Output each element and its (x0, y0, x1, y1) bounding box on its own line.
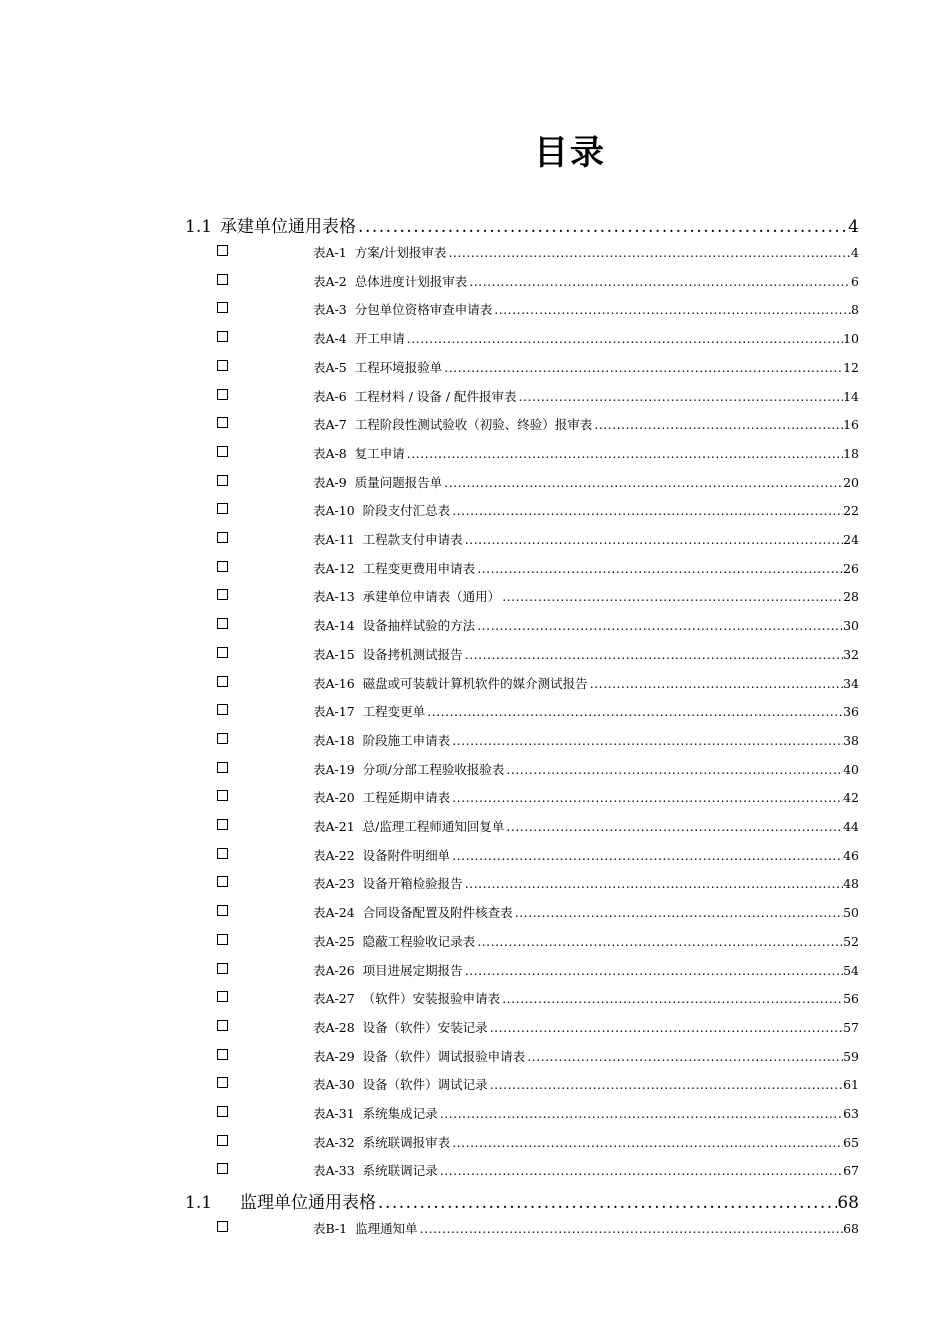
checkbox-square-icon (217, 618, 228, 629)
dot-leader (438, 1163, 843, 1178)
item-page-number: 8 (851, 302, 859, 318)
item-title: 开工申请 (354, 331, 405, 347)
item-page-number: 4 (851, 245, 859, 260)
toc-item-entry[interactable] (313, 731, 859, 749)
table-code: 表A-4 (313, 331, 347, 347)
item-title: 工程变更费用申请表 (362, 560, 476, 576)
table-code: 表A-8 (313, 445, 347, 461)
item-title: 阶段施工申请表 (362, 732, 451, 748)
toc-item-entry[interactable] (313, 1075, 859, 1093)
item-title: 分项/分部工程验收报验表 (362, 761, 505, 777)
item-title: 系统联调报审表 (362, 1134, 451, 1150)
item-page-number: 63 (843, 1106, 859, 1121)
table-code: 表A-22 (313, 847, 355, 863)
item-title: 分包单位资格审查申请表 (354, 302, 493, 318)
dot-leader (492, 302, 851, 317)
item-page-number: 54 (843, 962, 859, 978)
toc-item-entry[interactable] (313, 530, 859, 548)
dot-leader (425, 704, 843, 719)
item-heading (313, 932, 475, 950)
toc-item-entry[interactable] (313, 674, 859, 692)
item-page-number: 52 (843, 933, 859, 949)
table-code: 表A-23 (313, 876, 355, 892)
item-title: 复工申请 (354, 445, 405, 461)
item-title: 质量问题报告单 (354, 474, 443, 490)
item-page-number: 48 (843, 876, 859, 892)
checkbox-square-icon (217, 991, 228, 1002)
toc-item-entry[interactable] (313, 1219, 859, 1237)
dot-leader (475, 618, 843, 633)
dot-leader (488, 1020, 843, 1035)
item-heading (313, 358, 442, 376)
toc-item-entry[interactable] (313, 300, 859, 318)
checkbox-square-icon (217, 331, 228, 342)
table-code: 表A-30 (313, 1077, 355, 1093)
item-page-number: 68 (843, 1221, 859, 1236)
item-title: 总体进度计划报审表 (354, 273, 468, 289)
item-title: 系统集成记录 (362, 1106, 438, 1121)
item-heading (313, 961, 463, 979)
item-title: 系统联调记录 (362, 1163, 438, 1179)
checkbox-square-icon (217, 934, 228, 945)
item-heading (313, 1161, 438, 1179)
toc-item-entry[interactable] (313, 329, 859, 347)
item-page-number: 34 (843, 675, 859, 691)
toc-item-entry[interactable] (313, 788, 859, 806)
checkbox-square-icon (217, 819, 228, 830)
section-heading (185, 212, 356, 237)
checkbox-square-icon (217, 475, 228, 486)
toc-item-entry[interactable] (313, 1133, 859, 1151)
item-heading (313, 1075, 488, 1093)
table-code: 表A-2 (313, 273, 347, 289)
toc-item-entry[interactable] (313, 989, 859, 1007)
item-page-number: 67 (843, 1163, 859, 1179)
table-code: 表A-7 (313, 417, 347, 433)
item-title: 磁盘或可装载计算机软件的媒介测试报告 (362, 675, 588, 691)
item-heading (313, 616, 475, 634)
table-code: 表A-20 (313, 790, 355, 806)
item-heading (313, 1104, 438, 1122)
dot-leader (504, 762, 843, 777)
dot-leader (438, 1106, 843, 1121)
toc-item-entry[interactable] (313, 1104, 859, 1122)
checkbox-square-icon (217, 905, 228, 916)
dot-leader (513, 905, 843, 920)
item-heading (313, 444, 405, 462)
toc-section-entry[interactable] (185, 1188, 859, 1213)
table-code: 表A-10 (313, 503, 355, 519)
item-heading (313, 1018, 488, 1036)
item-page-number: 22 (843, 503, 859, 519)
checkbox-square-icon (217, 1077, 228, 1088)
checkbox-square-icon (217, 647, 228, 658)
table-code: 表A-26 (313, 962, 355, 978)
item-heading (313, 272, 467, 290)
toc-item-entry[interactable] (313, 645, 859, 663)
dot-leader (525, 1049, 843, 1064)
dot-leader (405, 446, 843, 461)
item-title: 工程款支付申请表 (362, 532, 463, 547)
item-page-number: 32 (843, 646, 859, 662)
checkbox-square-icon (217, 589, 228, 600)
item-title: 设备附件明细单 (362, 847, 451, 863)
item-title: 方案/计划报审表 (354, 245, 447, 260)
dot-leader (504, 819, 843, 834)
item-page-number: 24 (843, 532, 859, 547)
item-title: 设备开箱检验报告 (362, 876, 463, 892)
checkbox-square-icon (217, 762, 228, 773)
item-heading (313, 760, 504, 778)
item-heading (313, 387, 517, 405)
checkbox-square-icon (217, 302, 228, 313)
section-number: 1.1 (185, 217, 213, 237)
dot-leader (475, 934, 843, 949)
checkbox-square-icon (217, 274, 228, 285)
checkbox-square-icon (217, 1106, 228, 1117)
item-heading (313, 731, 450, 749)
item-heading (313, 817, 504, 835)
item-heading (313, 559, 475, 577)
item-page-number: 59 (843, 1048, 859, 1064)
item-page-number: 36 (843, 704, 859, 720)
item-heading (313, 300, 492, 318)
table-code: 表A-29 (313, 1048, 355, 1064)
item-title: 设备拷机测试报告 (362, 646, 463, 662)
checkbox-square-icon (217, 417, 228, 428)
table-code: 表A-18 (313, 732, 355, 748)
item-page-number: 38 (843, 732, 859, 748)
toc-item-entry[interactable] (313, 760, 859, 778)
item-title: 设备抽样试验的方法 (362, 618, 476, 634)
dot-leader (588, 676, 843, 691)
toc-item-entry[interactable] (313, 874, 859, 892)
item-heading (313, 501, 450, 519)
item-page-number: 44 (843, 819, 859, 834)
dot-leader (467, 274, 851, 289)
dot-leader (500, 589, 843, 604)
dot-leader (592, 417, 843, 432)
table-code: 表A-24 (313, 905, 355, 921)
checkbox-square-icon (217, 1020, 228, 1031)
item-title: 工程阶段性测试验收（初验、终验）报审表 (354, 417, 593, 433)
checkbox-square-icon (217, 1221, 228, 1232)
section-page-number: 68 (837, 1193, 859, 1213)
dot-leader (376, 1193, 837, 1213)
table-code: 表A-1 (313, 245, 347, 260)
dot-leader (463, 963, 843, 978)
toc-item-entry[interactable] (313, 702, 859, 720)
table-code: 表A-6 (313, 388, 347, 404)
toc-item-entry[interactable] (313, 817, 859, 835)
checkbox-square-icon (217, 963, 228, 974)
item-heading (313, 903, 513, 921)
section-page-number: 4 (848, 217, 859, 237)
dot-leader (463, 532, 843, 547)
toc-item-entry[interactable] (313, 1018, 859, 1036)
dot-leader (446, 245, 851, 260)
toc-item-entry[interactable] (313, 444, 859, 462)
item-title: 工程变更单 (362, 704, 426, 720)
dot-leader (450, 1135, 843, 1150)
dot-leader (450, 733, 843, 748)
toc-item-entry[interactable] (313, 415, 859, 433)
dot-leader (418, 1221, 843, 1236)
item-title: 总/监理工程师通知回复单 (362, 819, 505, 834)
table-code: 表A-21 (313, 819, 355, 834)
item-page-number: 6 (851, 273, 859, 289)
dot-leader (475, 561, 843, 576)
table-code: 表A-27 (313, 991, 355, 1007)
checkbox-square-icon (217, 1049, 228, 1060)
item-page-number: 50 (843, 905, 859, 921)
toc-item-entry[interactable] (313, 616, 859, 634)
checkbox-square-icon (217, 876, 228, 887)
item-heading (313, 329, 405, 347)
page-title: 目录 (534, 133, 606, 173)
item-title: 承建单位申请表（通用） (362, 589, 501, 605)
item-page-number: 18 (843, 445, 859, 461)
item-heading (313, 415, 592, 433)
item-page-number: 61 (843, 1077, 859, 1093)
item-page-number: 65 (843, 1134, 859, 1150)
dot-leader (517, 389, 844, 404)
item-heading (313, 645, 463, 663)
table-code: 表A-12 (313, 560, 355, 576)
item-page-number: 30 (843, 618, 859, 634)
item-heading (313, 1047, 525, 1065)
checkbox-square-icon (217, 532, 228, 543)
table-code: 表A-17 (313, 704, 355, 720)
item-page-number: 10 (843, 331, 859, 347)
item-title: 设备（软件）安装记录 (362, 1019, 488, 1035)
checkbox-square-icon (217, 790, 228, 801)
item-title: 工程环境报验单 (354, 359, 443, 375)
table-code: 表A-25 (313, 933, 355, 949)
item-title: 工程材料 / 设备 / 配件报审表 (354, 388, 517, 404)
table-code: 表A-9 (313, 474, 347, 490)
item-title: （软件）安装报验申请表 (362, 991, 501, 1007)
checkbox-square-icon (217, 1135, 228, 1146)
checkbox-square-icon (217, 733, 228, 744)
checkbox-square-icon (217, 503, 228, 514)
table-code: 表A-13 (313, 589, 355, 605)
toc-item-entry[interactable] (313, 559, 859, 577)
item-page-number: 28 (843, 589, 859, 605)
checkbox-square-icon (217, 676, 228, 687)
toc-item-entry[interactable] (313, 1161, 859, 1179)
item-heading (313, 788, 450, 806)
toc-item-entry[interactable] (313, 358, 859, 376)
dot-leader (450, 848, 843, 863)
section-title: 监理单位通用表格 (240, 1193, 377, 1213)
dot-leader (450, 503, 843, 518)
item-title: 隐蔽工程验收记录表 (362, 933, 476, 949)
item-heading (313, 243, 446, 261)
toc-item-entry[interactable] (313, 587, 859, 605)
item-page-number: 57 (843, 1019, 859, 1035)
checkbox-square-icon (217, 389, 228, 400)
checkbox-square-icon (217, 360, 228, 371)
item-page-number: 14 (843, 388, 859, 404)
item-heading (313, 1219, 418, 1237)
table-code: 表A-28 (313, 1019, 355, 1035)
item-heading (313, 989, 500, 1007)
dot-leader (463, 647, 843, 662)
checkbox-square-icon (217, 704, 228, 715)
table-code: 表A-15 (313, 646, 355, 662)
table-code: 表A-5 (313, 359, 347, 375)
checkbox-square-icon (217, 446, 228, 457)
checkbox-square-icon (217, 1163, 228, 1174)
toc-section-entry[interactable] (185, 212, 859, 237)
item-heading (313, 674, 588, 692)
dot-leader (405, 331, 843, 346)
toc-item-entry[interactable] (313, 473, 859, 491)
item-page-number: 42 (843, 790, 859, 806)
section-heading (185, 1188, 376, 1213)
item-title: 工程延期申请表 (362, 790, 451, 806)
toc-item-entry[interactable] (313, 903, 859, 921)
checkbox-square-icon (217, 561, 228, 572)
item-title: 合同设备配置及附件核查表 (362, 905, 513, 921)
item-heading (313, 530, 463, 548)
table-code: 表B-1 (313, 1221, 348, 1236)
toc-item-entry[interactable] (313, 272, 859, 290)
table-code: 表A-32 (313, 1134, 355, 1150)
item-title: 设备（软件）调试记录 (362, 1077, 488, 1093)
table-code: 表A-19 (313, 761, 355, 777)
item-heading (313, 702, 425, 720)
item-page-number: 12 (843, 359, 859, 375)
item-page-number: 40 (843, 761, 859, 777)
item-page-number: 26 (843, 560, 859, 576)
item-page-number: 56 (843, 991, 859, 1007)
toc-item-entry[interactable] (313, 961, 859, 979)
section-title: 承建单位通用表格 (220, 217, 357, 237)
dot-leader (463, 876, 843, 891)
item-page-number: 16 (843, 417, 859, 433)
table-code: 表A-31 (313, 1106, 355, 1121)
item-title: 监理通知单 (355, 1221, 418, 1236)
item-title: 项目进展定期报告 (362, 962, 463, 978)
checkbox-square-icon (217, 848, 228, 859)
toc-item-entry[interactable] (313, 243, 859, 261)
dot-leader (442, 360, 843, 375)
dot-leader (450, 790, 843, 805)
toc-item-entry[interactable] (313, 932, 859, 950)
table-code: 表A-14 (313, 618, 355, 634)
toc-item-entry[interactable] (313, 501, 859, 519)
item-heading (313, 1133, 450, 1151)
item-heading (313, 473, 442, 491)
table-code: 表A-33 (313, 1163, 355, 1179)
dot-leader (488, 1077, 843, 1092)
checkbox-square-icon (217, 245, 228, 256)
dot-leader (442, 475, 843, 490)
item-page-number: 46 (843, 847, 859, 863)
table-code: 表A-3 (313, 302, 347, 318)
table-code: 表A-11 (313, 532, 355, 547)
item-title: 设备（软件）调试报验申请表 (362, 1048, 526, 1064)
dot-leader (500, 991, 843, 1006)
toc-item-entry[interactable] (313, 387, 859, 405)
item-heading (313, 874, 463, 892)
section-number: 1.1 (185, 1193, 213, 1213)
dot-leader (356, 217, 848, 237)
table-code: 表A-16 (313, 675, 355, 691)
item-title: 阶段支付汇总表 (362, 503, 451, 519)
toc-item-entry[interactable] (313, 846, 859, 864)
item-heading (313, 587, 500, 605)
item-page-number: 20 (843, 474, 859, 490)
toc-item-entry[interactable] (313, 1047, 859, 1065)
item-heading (313, 846, 450, 864)
